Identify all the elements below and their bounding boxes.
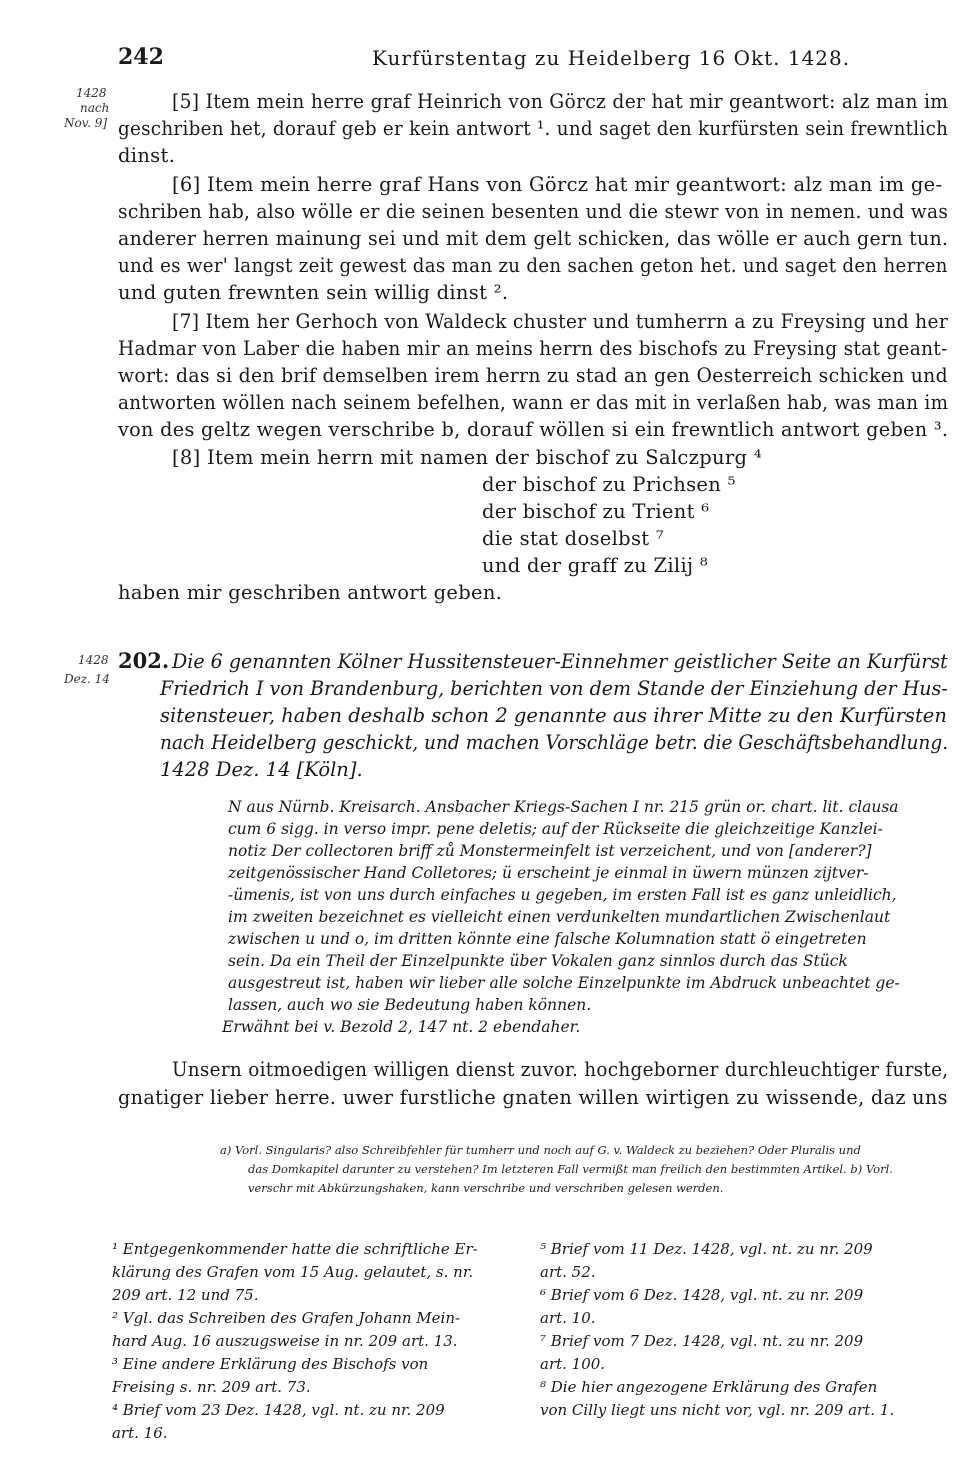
item5-line: dinst. [118, 144, 176, 167]
footnote-line: von Cilly liegt uns nicht vor, vgl. nr. 209 art. 1. [540, 1401, 895, 1419]
item8-list-entry: die stat doselbst ⁷ [482, 527, 665, 550]
section-heading-line: Die 6 genannten Kölner Hussitensteuer-Einnehmer geistlicher Seite an Kurfürst [172, 650, 948, 673]
footnote-line: Freising s. nr. 209 art. 73. [112, 1378, 311, 1396]
apparatus-line: a) Vorl. Singularis? also Schreibfehler für tumherr und noch auf G. v. Waldeck zu beziehen? Oder Pluralis und [220, 1143, 861, 1157]
item7-line: [7] Item her Gerhoch von Waldeck chuster und tumherrn a zu Freysing und her [172, 310, 949, 333]
source-note-line: ausgestreut ist, haben wir lieber alle solche Einzelpunkte im Abdruck unbeachtet ge- [228, 974, 900, 992]
footnote-line: ¹ Entgegenkommender hatte die schriftliche Er- [112, 1240, 478, 1258]
item6-line: anderer herren mainung sei und mit dem gelt schicken, das wölle er auch gern tun. [118, 227, 949, 250]
margin-date-1a: 1428 [76, 86, 107, 100]
source-note-line: sein. Da ein Theil der Einzelpunkte über Vokalen ganz sinnlos durch das Stück [228, 952, 848, 970]
source-note-line: zwischen u und o, im dritten könnte eine falsche Kolumnation statt ö eingetreten [228, 930, 867, 948]
item6-line: und guten frewnten sein willig dinst ². [118, 281, 509, 304]
footnote-line: art. 100. [540, 1355, 606, 1373]
section-heading-date: 1428 Dez. 14 [Köln]. [160, 758, 363, 781]
section-number: 202. [118, 648, 170, 673]
item6-line: schriben hab, also wölle er die seinen besenten und die stewr von in nemen. und was [118, 200, 949, 223]
footnote-line: ² Vgl. das Schreiben des Grafen Johann Mein- [112, 1309, 461, 1327]
footnote-line: ⁷ Brief vom 7 Dez. 1428, vgl. nt. zu nr. 209 [540, 1332, 864, 1350]
item5-line: [5] Item mein herre graf Heinrich von Görcz der hat mir geantwort: alz man im [172, 90, 949, 113]
source-note-line: -ümenis, ist von uns durch einfaches u gegeben, im ersten Fall ist es ganz unleidlich, [228, 886, 897, 904]
footnote-line: art. 10. [540, 1309, 596, 1327]
footnote-line: hard Aug. 16 auszugsweise in nr. 209 art. 13. [112, 1332, 458, 1350]
source-note-line: zeitgenössischer Hand Colletores; ü erscheint je einmal in üwern münzen zijtver- [228, 864, 869, 882]
source-note-mention: Erwähnt bei v. Bezold 2, 147 nt. 2 ebendaher. [222, 1018, 581, 1036]
section-heading-line: Friedrich I von Brandenburg, berichten von dem Stande der Einziehung der Hus- [160, 677, 948, 700]
apparatus-line: verschr mit Abkürzungshaken, kann verschribe und verschriben gelesen werden. [248, 1181, 724, 1195]
item7-line: antworten wöllen nach seinem befelhen, wann er das mit in verlaßen hab, was man im [118, 391, 949, 414]
item8-list-entry: und der graff zu Zilij ⁸ [482, 554, 708, 577]
item6-line: und es wer' langst zeit gewest das man zu den sachen geton het. und saget den herren [118, 254, 948, 277]
source-note-line: N aus Nürnb. Kreisarch. Ansbacher Kriegs-Sachen I nr. 215 grün or. chart. lit. clausa [228, 798, 899, 816]
item8-list-entry: der bischof zu Prichsen ⁵ [482, 473, 736, 496]
item7-line: von des geltz wegen verschribe b, dorauf wöllen si ein frewntlich antwort geben ³. [118, 418, 949, 441]
footnote-line: klärung des Grafen vom 15 Aug. gelautet, s. nr. [112, 1263, 474, 1281]
item7-line: Hadmar von Laber die haben mir an meins herrn des bischofs zu Freysing stat geant- [118, 337, 948, 360]
source-note-line: lassen, auch wo sie Bedeutung haben können. [228, 996, 592, 1014]
footnote-line: ⁶ Brief vom 6 Dez. 1428, vgl. nt. zu nr. 209 [540, 1286, 864, 1304]
item8-first-line: [8] Item mein herrn mit namen der bischof zu Salczpurg ⁴ [172, 446, 762, 469]
section-heading-line: nach Heidelberg geschickt, und machen Vorschläge betr. die Geschäftsbehandlung. [160, 731, 949, 754]
page-number: 242 [118, 44, 164, 70]
footnote-line: ³ Eine andere Erklärung des Bischofs von [112, 1355, 429, 1373]
footnote-line: ⁴ Brief vom 23 Dez. 1428, vgl. nt. zu nr. 209 [112, 1401, 445, 1419]
footnote-line: ⁸ Die hier angezogene Erklärung des Grafen [540, 1378, 878, 1396]
footnote-line: ⁵ Brief vom 11 Dez. 1428, vgl. nt. zu nr. 209 [540, 1240, 873, 1258]
section-heading-line: sitensteuer, haben deshalb schon 2 genannte aus ihrer Mitte zu den Kurfürsten [160, 704, 947, 727]
running-title: Kurfürstentag zu Heidelberg 16 Okt. 1428. [372, 46, 851, 70]
letter-line: gnatiger lieber herre. uwer furstliche gnaten willen wirtigen zu wissende, daz uns [118, 1086, 948, 1109]
source-note-line: im zweiten bezeichnet es vielleicht einen verdunkelten mundartlichen Zwischenlaut [228, 908, 891, 926]
item5-line: geschriben het, dorauf geb er kein antwort ¹. und saget den kurfürsten sein frewntlich [118, 117, 949, 140]
footnote-line: art. 52. [540, 1263, 596, 1281]
footnote-line: 209 art. 12 und 75. [112, 1286, 259, 1304]
margin-date-2b: Dez. 14 [64, 672, 110, 686]
item8-list-entry: der bischof zu Trient ⁶ [482, 500, 710, 523]
letter-line: Unsern oitmoedigen willigen dienst zuvor. hochgeborner durchleuchtiger furste, [172, 1058, 949, 1081]
item8-last-line: haben mir geschriben antwort geben. [118, 581, 503, 604]
margin-date-2a: 1428 [78, 653, 109, 667]
item6-line: [6] Item mein herre graf Hans von Görcz hat mir geantwort: alz man im ge- [172, 173, 943, 196]
margin-date-1b: nach [80, 101, 110, 115]
apparatus-line: das Domkapitel darunter zu verstehen? Im letzteren Fall vermißt man freilich den bestimmten Artikel. b) Vorl. [248, 1162, 893, 1176]
source-note-line: notiz Der collectoren briff zů Monstermeinfelt ist verzeichent, und von [anderer?] [228, 842, 872, 860]
margin-date-1c: Nov. 9] [64, 116, 108, 130]
item7-line: wort: das si den brif demselben irem herrn zu stad an gen Oesterreich schicken und [118, 364, 948, 387]
source-note-line: cum 6 sigg. in verso impr. pene deletis; auf der Rückseite die gleichzeitige Kanzlei- [228, 820, 883, 838]
footnote-line: art. 16. [112, 1424, 168, 1442]
